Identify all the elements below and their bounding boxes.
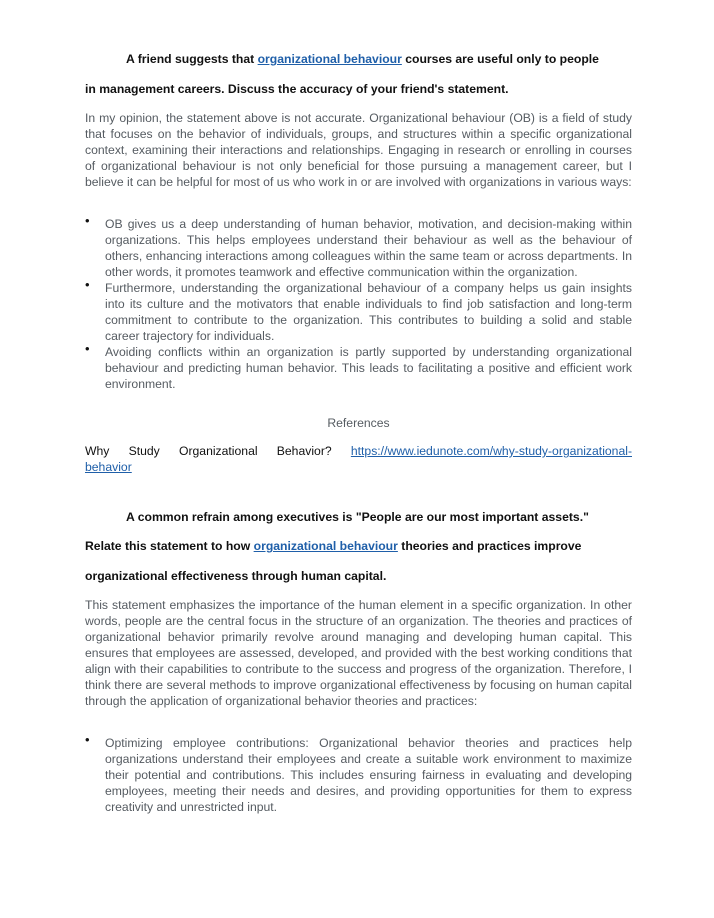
reference-entry bbox=[85, 443, 632, 459]
reference-title: Why Study Organizational Behavior? bbox=[85, 444, 332, 458]
list-item-text: Optimizing employee contributions: Organizational behavior theories and practices help organizations understand their employees and create a suitable work environment to maximize their potential and contributions. This includes ensuring fairness in evaluating and developing employees, meeting their needs and desires, and providing opportunities for them to express creativity and unrestricted input. bbox=[105, 736, 632, 814]
list-item-text: Furthermore, understanding the organizational behaviour of a company helps us gain insights into its culture and the motivators that enable individuals to find job satisfaction and long-term commitment to contribute to the organization. This contributes to building a solid and stable career trajectory for individuals. bbox=[105, 281, 632, 343]
question-1-line-2: in management careers. Discuss the accuracy of your friend's statement. bbox=[85, 82, 509, 96]
references-heading: References bbox=[327, 416, 390, 430]
answer-1-bullet-list bbox=[85, 213, 632, 392]
list-item-text: OB gives us a deep understanding of human behavior, motivation, and decision-making within organizations. This helps employees understand their behaviour as well as the behaviour of others, enhancing interactions among colleagues within the same team or across departments. In other words, it promotes teamwork and effective communication within the organization. bbox=[105, 217, 632, 279]
bullet-icon: • bbox=[85, 732, 90, 747]
question-2-line-3: organizational effectiveness through human capital. bbox=[85, 569, 387, 583]
question-2-text-after: theories and practices improve bbox=[401, 539, 582, 553]
question-1-text-before: A friend suggests that bbox=[126, 52, 255, 66]
question-1-line-1 bbox=[126, 52, 673, 66]
list-item bbox=[85, 213, 632, 280]
question-2-line-2 bbox=[85, 539, 632, 553]
question-2-line-1: A common refrain among executives is "People are our most important assets." bbox=[126, 510, 589, 524]
reference-url-link-continued[interactable]: behavior bbox=[85, 460, 132, 474]
question-2-text-before: Relate this statement to how bbox=[85, 539, 251, 553]
list-item bbox=[85, 341, 632, 392]
bullet-icon: • bbox=[85, 341, 90, 356]
reference-url-link[interactable]: https://www.iedunote.com/why-study-organizational- bbox=[350, 444, 632, 458]
answer-1-intro-paragraph: In my opinion, the statement above is not accurate. Organizational behaviour (OB) is a field of study that focuses on the behavior of individuals, groups, and structures within a specific organizational context, examining their interactions and relationships. Engaging in research or enrolling in courses of organizational behaviour is not only beneficial for those pursuing a management career, but I believe it can be helpful for most of us who work in or are involved with organizations in various ways: bbox=[85, 111, 632, 189]
question-1-text-after: courses are useful only to people bbox=[405, 52, 599, 66]
organizational-behaviour-link[interactable]: organizational behaviour bbox=[257, 52, 402, 66]
answer-2-intro-paragraph: This statement emphasizes the importance of the human element in a specific organization. In other words, people are the central focus in the structure of an organization. The theories and practices of organizational behavior primarily revolve around managing and developing human capital. This ensures that employees are assessed, developed, and provided with the best working conditions that align with their capabilities to contribute to the success and progress of the organization. Therefore, I think there are several methods to improve organizational effectiveness by focusing on human capital through the application of organizational behavior theories and practices: bbox=[85, 598, 632, 708]
bullet-icon: • bbox=[85, 213, 90, 228]
bullet-icon: • bbox=[85, 277, 90, 292]
list-item bbox=[85, 732, 632, 815]
organizational-behaviour-link[interactable]: organizational behaviour bbox=[253, 539, 398, 553]
answer-2-bullet-list bbox=[85, 732, 632, 815]
reference-entry-continued bbox=[85, 459, 132, 475]
list-item-text: Avoiding conflicts within an organization is partly supported by understanding organizational behaviour and predicting human behavior. This leads to facilitating a positive and efficient work environment. bbox=[105, 345, 632, 391]
list-item bbox=[85, 277, 632, 344]
